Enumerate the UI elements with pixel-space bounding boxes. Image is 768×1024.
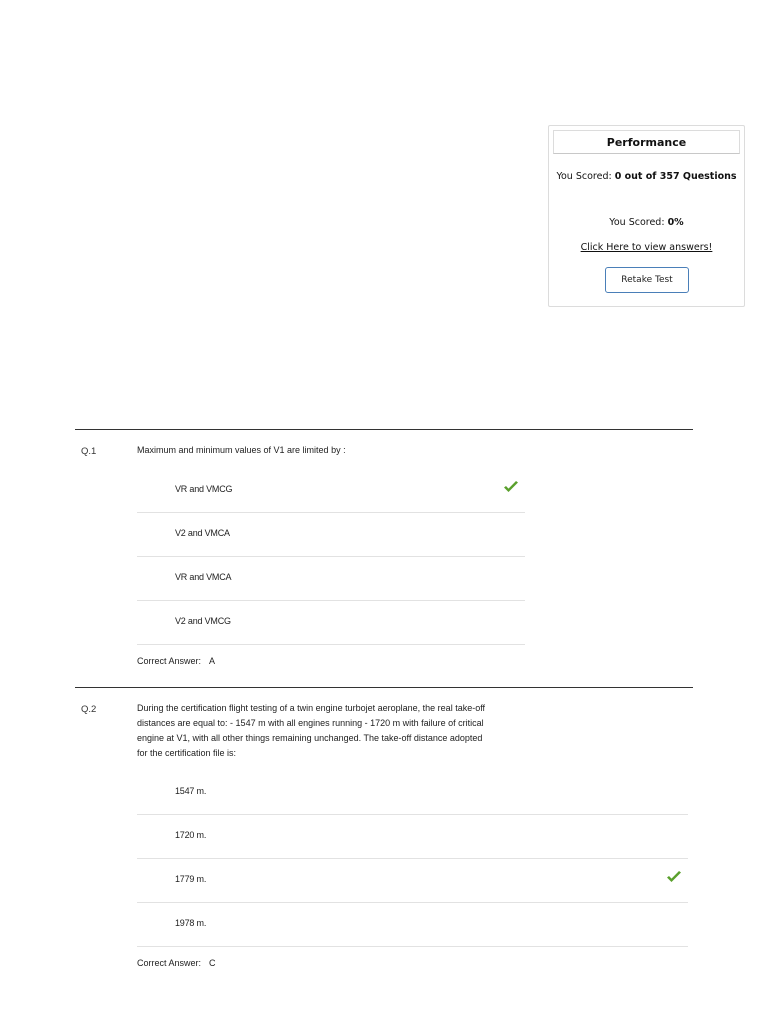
correct-answer-label: Correct Answer: xyxy=(137,656,202,666)
answer-option[interactable] xyxy=(137,513,525,557)
question-divider xyxy=(75,429,693,430)
score-summary xyxy=(549,170,744,184)
answer-option[interactable] xyxy=(137,815,688,859)
question-text-line: for the certification file is: xyxy=(137,748,237,758)
answer-option[interactable] xyxy=(137,557,525,601)
question-text: Maximum and minimum values of V1 are limited by : xyxy=(137,445,346,455)
answer-option[interactable] xyxy=(137,859,688,903)
answer-option[interactable] xyxy=(137,469,525,513)
performance-title: Performance xyxy=(553,130,740,154)
check-icon xyxy=(503,480,519,494)
option-label: V2 and VMCA xyxy=(175,528,230,538)
check-icon xyxy=(666,870,682,884)
question-text-line: engine at V1, with all other things remaining unchanged. The take-off distance adopted xyxy=(137,733,483,743)
option-label: VR and VMCA xyxy=(175,572,232,582)
answer-option[interactable] xyxy=(137,903,688,947)
question-text xyxy=(137,701,557,761)
option-label: 1978 m. xyxy=(175,918,207,928)
option-label: V2 and VMCG xyxy=(175,616,231,626)
correct-answer xyxy=(137,656,215,666)
performance-panel xyxy=(548,125,745,307)
answer-option[interactable] xyxy=(137,601,525,645)
retake-test-button[interactable]: Retake Test xyxy=(605,267,689,293)
answer-option[interactable] xyxy=(137,771,688,815)
question-divider xyxy=(75,687,693,688)
option-label: 1720 m. xyxy=(175,830,207,840)
score-value: 0 out of 357 Questions xyxy=(614,171,737,182)
percent-label: You Scored: xyxy=(609,217,668,228)
option-label: VR and VMCG xyxy=(175,484,233,494)
score-label: You Scored: xyxy=(556,171,615,182)
question-text-line: During the certification flight testing of a twin engine turbojet aeroplane, the real take-off xyxy=(137,703,486,713)
view-answers-link[interactable]: Click Here to view answers! xyxy=(580,242,713,253)
question-number: Q.1 xyxy=(81,446,97,457)
option-label: 1779 m. xyxy=(175,874,207,884)
correct-answer-letter: A xyxy=(209,656,216,666)
percent-summary xyxy=(549,216,744,230)
correct-answer-label: Correct Answer: xyxy=(137,958,202,968)
correct-answer xyxy=(137,958,216,968)
question-text-line: distances are equal to: - 1547 m with all engines running - 1720 m with failure of critical xyxy=(137,718,484,728)
option-label: 1547 m. xyxy=(175,786,207,796)
percent-value: 0% xyxy=(667,217,684,228)
correct-answer-letter: C xyxy=(209,958,216,968)
question-number: Q.2 xyxy=(81,704,97,715)
